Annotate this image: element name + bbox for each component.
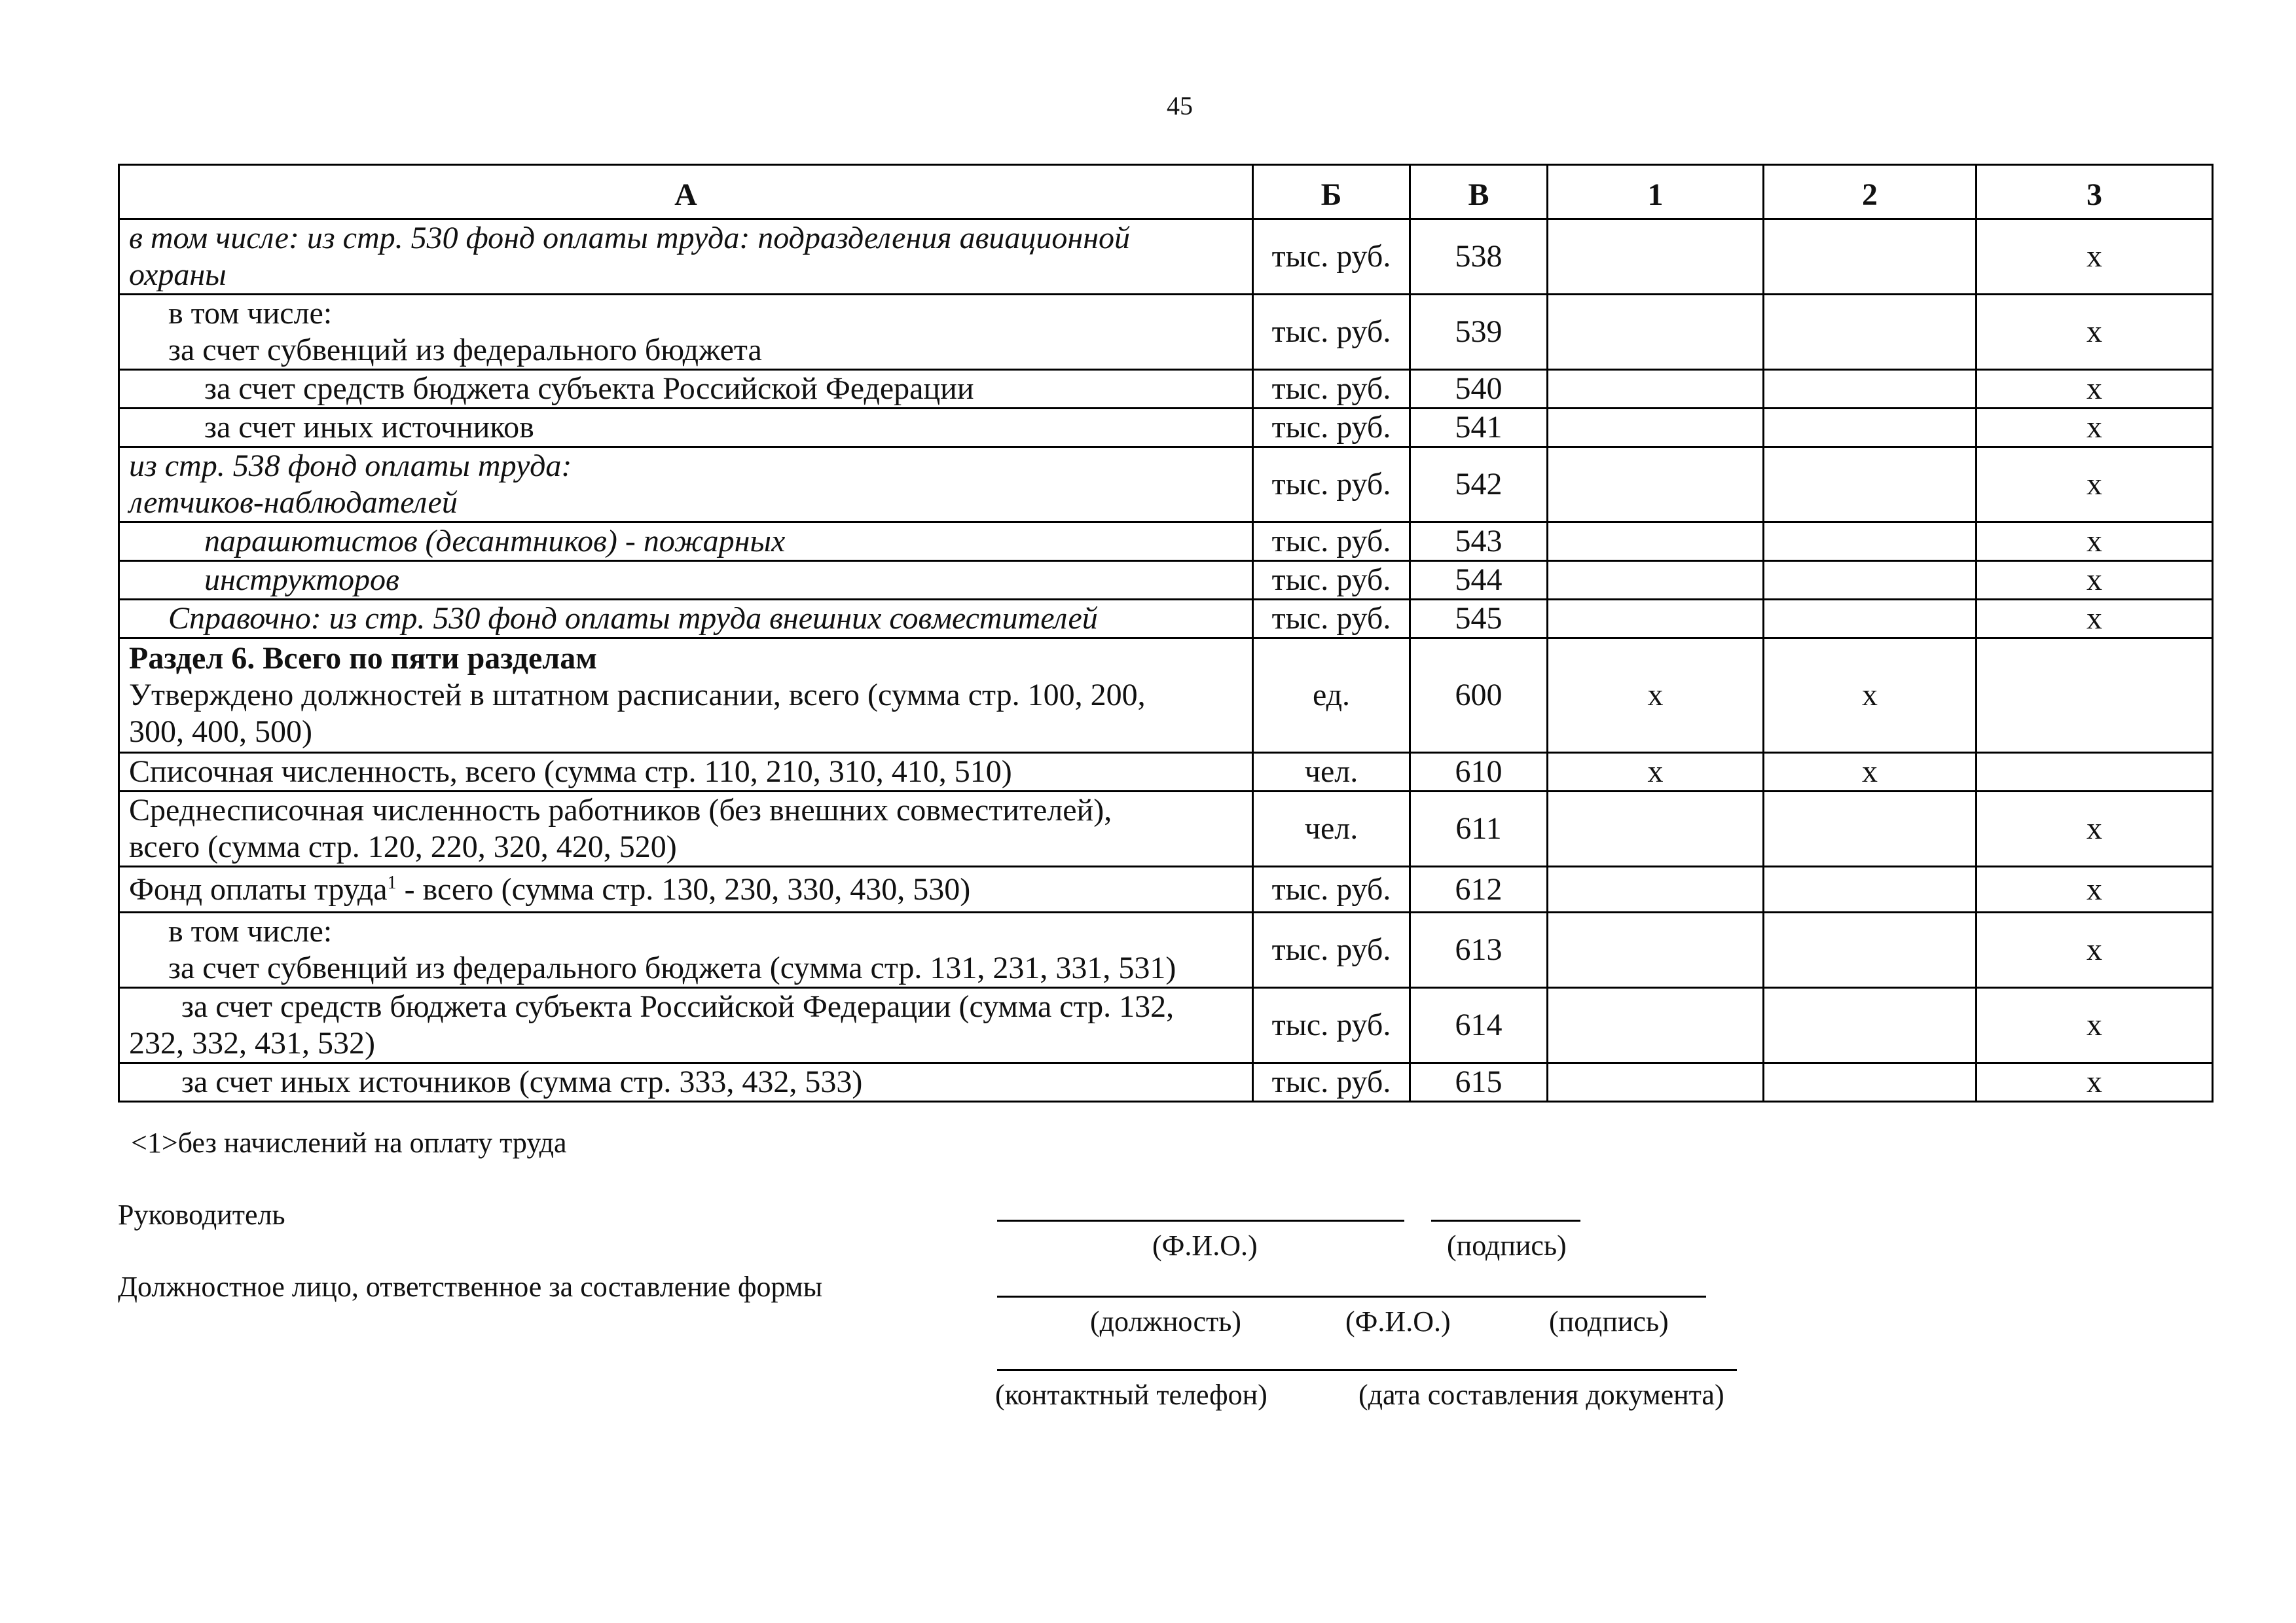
row-value-1 (1548, 522, 1764, 561)
table-row (119, 409, 2213, 447)
row-value-1 (1548, 295, 1764, 370)
row-code: 545 (1410, 600, 1548, 638)
row-unit: тыс. руб. (1253, 561, 1410, 600)
table-row (119, 913, 2213, 988)
row-label: Раздел 6. Всего по пяти разделам Утверждено должностей в штатном расписании, всего (сумма стр. 100, 200, 300, 400, 500) (119, 638, 1253, 753)
row-code: 539 (1410, 295, 1548, 370)
row-value-3: х (1977, 447, 2213, 522)
row-code: 615 (1410, 1063, 1548, 1102)
row-value-2 (1764, 522, 1977, 561)
header-col-b: Б (1253, 165, 1410, 219)
row-value-1 (1548, 867, 1764, 913)
row-unit: ед. (1253, 638, 1410, 753)
row-unit: чел. (1253, 753, 1410, 792)
table-row (119, 753, 2213, 792)
header-col-2: 2 (1764, 165, 1977, 219)
row-code: 610 (1410, 753, 1548, 792)
row-value-3: х (1977, 867, 2213, 913)
row-value-3 (1977, 753, 2213, 792)
official-position-caption: (должность) (1090, 1305, 1241, 1338)
row-value-2 (1764, 295, 1977, 370)
head-label: Руководитель (118, 1199, 285, 1231)
row-unit: тыс. руб. (1253, 219, 1410, 295)
row-value-3: х (1977, 295, 2213, 370)
row-value-2 (1764, 988, 1977, 1063)
row-value-3: х (1977, 561, 2213, 600)
row-unit: чел. (1253, 792, 1410, 867)
footnote: <1>без начислений на оплату труда (131, 1127, 567, 1159)
row-unit: тыс. руб. (1253, 447, 1410, 522)
row-label: в том числе: из стр. 530 фонд оплаты труда: подразделения авиационной охраны (119, 219, 1253, 295)
table-row (119, 522, 2213, 561)
row-code: 540 (1410, 370, 1548, 409)
row-label: за счет средств бюджета субъекта Российской Федерации (сумма стр. 132, 232, 332, 431, 532) (119, 988, 1253, 1063)
row-value-1 (1548, 219, 1764, 295)
table-row (119, 370, 2213, 409)
row-label: парашютистов (десантников) - пожарных (119, 522, 1253, 561)
row-unit: тыс. руб. (1253, 370, 1410, 409)
row-code: 612 (1410, 867, 1548, 913)
contact-line (997, 1369, 1737, 1371)
row-code: 600 (1410, 638, 1548, 753)
header-col-v: В (1410, 165, 1548, 219)
row-unit: тыс. руб. (1253, 1063, 1410, 1102)
page-number: 45 (1167, 91, 1193, 120)
row-label: в том числе: за счет субвенций из федерального бюджета (119, 295, 1253, 370)
row-value-3: х (1977, 1063, 2213, 1102)
row-value-2 (1764, 867, 1977, 913)
row-value-2 (1764, 447, 1977, 522)
row-value-1 (1548, 447, 1764, 522)
row-value-2: х (1764, 753, 1977, 792)
row-value-2 (1764, 1063, 1977, 1102)
table-row (119, 867, 2213, 913)
table-row (119, 792, 2213, 867)
report-table (118, 164, 2214, 1103)
row-label: инструкторов (119, 561, 1253, 600)
row-unit: тыс. руб. (1253, 988, 1410, 1063)
date-caption: (дата составления документа) (1358, 1379, 1724, 1411)
table-body (119, 219, 2213, 1102)
official-label: Должностное лицо, ответственное за составление формы (118, 1271, 823, 1303)
official-fio-caption: (Ф.И.О.) (1345, 1305, 1451, 1338)
row-value-3: х (1977, 600, 2213, 638)
table-row (119, 600, 2213, 638)
row-code: 544 (1410, 561, 1548, 600)
row-value-3: х (1977, 370, 2213, 409)
footnote-mark: 1 (387, 872, 397, 893)
head-fio-line (997, 1220, 1404, 1222)
row-value-2: х (1764, 638, 1977, 753)
row-value-2 (1764, 600, 1977, 638)
row-unit: тыс. руб. (1253, 522, 1410, 561)
header-col-1: 1 (1548, 165, 1764, 219)
row-label: Фонд оплаты труда$^1$ - всего (сумма стр. 130, 230, 330, 430, 530) (119, 867, 1253, 913)
row-label: из стр. 538 фонд оплаты труда: летчиков-наблюдателей (119, 447, 1253, 522)
head-fio-caption: (Ф.И.О.) (1152, 1230, 1258, 1262)
row-code: 543 (1410, 522, 1548, 561)
row-value-2 (1764, 370, 1977, 409)
row-unit: тыс. руб. (1253, 867, 1410, 913)
row-label: Списочная численность, всего (сумма стр. 110, 210, 310, 410, 510) (119, 753, 1253, 792)
row-value-2 (1764, 561, 1977, 600)
row-code: 541 (1410, 409, 1548, 447)
row-label: Среднесписочная численность работников (без внешних совместителей), всего (сумма стр. 120, 220, 320, 420, 520) (119, 792, 1253, 867)
row-value-3: х (1977, 913, 2213, 988)
row-value-3: х (1977, 988, 2213, 1063)
head-signature-line (1431, 1220, 1580, 1222)
row-value-3: х (1977, 219, 2213, 295)
row-label: в том числе: за счет субвенций из федерального бюджета (сумма стр. 131, 231, 331, 531) (119, 913, 1253, 988)
row-unit: тыс. руб. (1253, 409, 1410, 447)
row-value-3: х (1977, 409, 2213, 447)
row-value-1: х (1548, 638, 1764, 753)
row-value-3: х (1977, 792, 2213, 867)
table-row (119, 638, 2213, 753)
row-unit: тыс. руб. (1253, 913, 1410, 988)
row-label: Справочно: из стр. 530 фонд оплаты труда внешних совместителей (119, 600, 1253, 638)
row-label: за счет иных источников (сумма стр. 333, 432, 533) (119, 1063, 1253, 1102)
table-row (119, 1063, 2213, 1102)
row-value-1 (1548, 561, 1764, 600)
row-unit: тыс. руб. (1253, 600, 1410, 638)
row-value-1 (1548, 913, 1764, 988)
row-value-2 (1764, 913, 1977, 988)
official-signature-caption: (подпись) (1549, 1305, 1669, 1338)
row-value-2 (1764, 792, 1977, 867)
row-code: 542 (1410, 447, 1548, 522)
row-value-3 (1977, 638, 2213, 753)
row-code: 538 (1410, 219, 1548, 295)
row-value-3: х (1977, 522, 2213, 561)
row-value-2 (1764, 219, 1977, 295)
row-value-1 (1548, 1063, 1764, 1102)
header-col-a: А (119, 165, 1253, 219)
table-row (119, 295, 2213, 370)
row-code: 614 (1410, 988, 1548, 1063)
row-value-1 (1548, 988, 1764, 1063)
table-row (119, 447, 2213, 522)
row-value-1 (1548, 792, 1764, 867)
row-code: 613 (1410, 913, 1548, 988)
row-value-1 (1548, 600, 1764, 638)
row-value-1 (1548, 370, 1764, 409)
row-value-1 (1548, 409, 1764, 447)
row-code: 611 (1410, 792, 1548, 867)
phone-caption: (контактный телефон) (995, 1379, 1267, 1411)
table-row (119, 219, 2213, 295)
header-col-3: 3 (1977, 165, 2213, 219)
row-label: за счет средств бюджета субъекта Российской Федерации (119, 370, 1253, 409)
table-header-row (119, 165, 2213, 219)
row-value-2 (1764, 409, 1977, 447)
head-signature-caption: (подпись) (1447, 1230, 1567, 1262)
table-row (119, 561, 2213, 600)
table-row (119, 988, 2213, 1063)
official-line (997, 1296, 1706, 1298)
row-unit: тыс. руб. (1253, 295, 1410, 370)
row-label: за счет иных источников (119, 409, 1253, 447)
row-value-1: х (1548, 753, 1764, 792)
